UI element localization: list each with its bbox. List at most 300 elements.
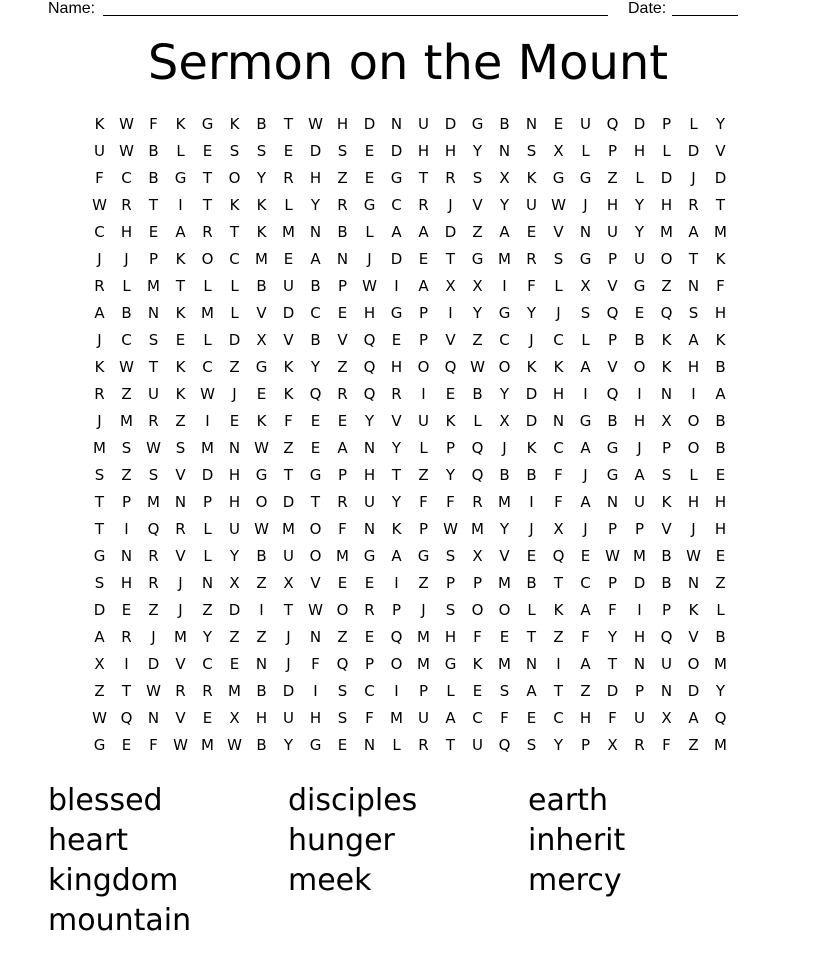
grid-cell: U: [283, 709, 294, 727]
grid-cell: S: [526, 142, 537, 160]
grid-cell: Q: [363, 385, 376, 403]
grid-cell: L: [176, 142, 185, 160]
grid-cell: T: [553, 574, 564, 592]
grid-cell: R: [202, 682, 213, 700]
grid-cell: K: [175, 115, 186, 133]
grid-cell: W: [254, 520, 269, 538]
grid-cell: Y: [283, 736, 294, 754]
grid-cell: V: [607, 277, 618, 295]
grid-cell: Y: [310, 358, 321, 376]
grid-cell: Y: [472, 142, 483, 160]
grid-cell: Z: [418, 466, 429, 484]
grid-cell: Q: [660, 628, 673, 646]
grid-cell: L: [446, 682, 455, 700]
grid-cell: K: [553, 601, 564, 619]
grid-cell: L: [581, 142, 590, 160]
grid-cell: A: [526, 682, 537, 700]
grid-cell: V: [688, 628, 699, 646]
grid-cell: C: [121, 331, 132, 349]
grid-cell: W: [200, 385, 215, 403]
grid-cell: I: [637, 385, 642, 403]
grid-cell: U: [418, 115, 429, 133]
grid-cell: X: [445, 277, 456, 295]
grid-cell: I: [448, 304, 453, 322]
grid-cell: W: [146, 682, 161, 700]
grid-cell: G: [93, 736, 106, 754]
grid-cell: X: [661, 412, 672, 430]
grid-cell: N: [687, 574, 700, 592]
grid-cell: B: [526, 574, 537, 592]
grid-cell: Z: [661, 277, 672, 295]
grid-cell: Q: [336, 655, 349, 673]
grid-cell: Y: [472, 304, 483, 322]
grid-cell: I: [394, 574, 399, 592]
grid-cell: A: [688, 709, 699, 727]
grid-cell: T: [283, 466, 294, 484]
grid-cell: U: [229, 520, 240, 538]
grid-cell: P: [202, 493, 213, 511]
grid-cell: I: [394, 682, 399, 700]
grid-cell: T: [94, 493, 105, 511]
grid-cell: H: [120, 223, 133, 241]
grid-cell: T: [229, 223, 240, 241]
grid-cell: L: [122, 277, 131, 295]
grid-cell: A: [634, 466, 645, 484]
grid-cell: D: [687, 682, 700, 700]
grid-cell: R: [148, 574, 159, 592]
grid-cell: V: [607, 358, 618, 376]
grid-cell: V: [337, 331, 348, 349]
grid-cell: M: [498, 574, 511, 592]
grid-cell: G: [633, 277, 646, 295]
grid-cell: M: [93, 439, 106, 457]
grid-cell: G: [93, 547, 106, 565]
grid-cell: P: [445, 439, 456, 457]
grid-cell: G: [579, 250, 592, 268]
grid-cell: L: [419, 439, 428, 457]
date-label: Date:: [628, 0, 667, 17]
grid-cell: D: [525, 412, 538, 430]
grid-cell: V: [391, 412, 402, 430]
grid-cell: F: [419, 493, 428, 511]
grid-cell: E: [202, 709, 213, 727]
grid-cell: E: [391, 331, 402, 349]
grid-cell: K: [94, 358, 105, 376]
grid-cell: S: [148, 466, 159, 484]
grid-cell: M: [714, 223, 727, 241]
grid-cell: Q: [714, 709, 727, 727]
grid-cell: S: [580, 304, 591, 322]
grid-cell: O: [336, 601, 349, 619]
grid-cell: Z: [94, 682, 105, 700]
grid-cell: X: [229, 574, 240, 592]
grid-cell: T: [148, 358, 159, 376]
grid-cell: K: [715, 331, 726, 349]
grid-cell: F: [446, 493, 455, 511]
grid-cell: G: [309, 466, 322, 484]
grid-cell: I: [259, 601, 264, 619]
grid-cell: S: [337, 709, 348, 727]
grid-cell: F: [662, 736, 671, 754]
grid-cell: N: [255, 655, 268, 673]
word-list-item: hunger: [288, 823, 395, 858]
grid-cell: K: [661, 331, 672, 349]
grid-cell: J: [232, 385, 237, 403]
grid-cell: J: [691, 169, 696, 187]
grid-cell: X: [472, 277, 483, 295]
grid-cell: D: [147, 655, 160, 673]
grid-cell: V: [553, 223, 564, 241]
grid-cell: H: [714, 520, 727, 538]
grid-cell: M: [417, 628, 430, 646]
grid-cell: F: [473, 628, 482, 646]
grid-cell: T: [688, 250, 699, 268]
grid-cell: G: [309, 736, 322, 754]
grid-cell: Z: [202, 601, 213, 619]
grid-cell: G: [417, 547, 430, 565]
grid-cell: I: [421, 385, 426, 403]
grid-cell: Y: [607, 628, 618, 646]
grid-cell: K: [175, 304, 186, 322]
grid-cell: D: [633, 115, 646, 133]
page-title: Sermon on the Mount: [147, 35, 669, 91]
grid-cell: Y: [310, 196, 321, 214]
grid-cell: G: [390, 304, 403, 322]
grid-cell: C: [499, 331, 510, 349]
grid-cell: P: [661, 439, 672, 457]
grid-cell: N: [363, 736, 376, 754]
grid-cell: J: [286, 628, 291, 646]
grid-cell: T: [418, 169, 429, 187]
grid-cell: G: [579, 412, 592, 430]
grid-cell: B: [256, 682, 267, 700]
grid-cell: R: [175, 520, 186, 538]
grid-cell: S: [499, 682, 510, 700]
grid-cell: D: [201, 466, 214, 484]
grid-cell: U: [364, 493, 375, 511]
grid-cell: D: [228, 601, 241, 619]
grid-cell: W: [119, 358, 134, 376]
grid-cell: M: [228, 682, 241, 700]
grid-cell: J: [556, 304, 561, 322]
grid-cell: Y: [445, 466, 456, 484]
grid-cell: E: [337, 736, 348, 754]
grid-cell: E: [310, 412, 321, 430]
grid-cell: Z: [688, 736, 699, 754]
grid-cell: H: [336, 115, 349, 133]
grid-cell: W: [92, 709, 107, 727]
grid-cell: S: [526, 736, 537, 754]
grid-cell: E: [148, 223, 159, 241]
grid-cell: M: [714, 736, 727, 754]
grid-cell: P: [148, 250, 159, 268]
grid-cell: U: [148, 385, 159, 403]
grid-cell: Q: [471, 466, 484, 484]
grid-cell: U: [634, 709, 645, 727]
grid-cell: B: [256, 115, 267, 133]
grid-cell: W: [119, 142, 134, 160]
grid-cell: M: [147, 277, 160, 295]
date-line: [672, 15, 738, 16]
word-list-item: earth: [528, 783, 608, 818]
grid-cell: K: [661, 493, 672, 511]
grid-cell: Y: [256, 169, 267, 187]
grid-cell: A: [580, 493, 591, 511]
grid-cell: R: [472, 493, 483, 511]
grid-cell: N: [120, 547, 133, 565]
grid-cell: H: [552, 385, 565, 403]
grid-cell: Z: [472, 331, 483, 349]
grid-cell: B: [661, 574, 672, 592]
grid-cell: T: [202, 169, 213, 187]
grid-cell: V: [310, 574, 321, 592]
grid-cell: C: [472, 709, 483, 727]
grid-cell: K: [445, 412, 456, 430]
grid-cell: H: [444, 628, 457, 646]
grid-cell: G: [174, 169, 187, 187]
name-label: Name:: [48, 0, 96, 17]
grid-cell: Y: [391, 493, 402, 511]
grid-cell: K: [256, 412, 267, 430]
grid-cell: H: [228, 493, 241, 511]
grid-cell: P: [391, 601, 402, 619]
grid-cell: P: [337, 466, 348, 484]
grid-cell: C: [202, 358, 213, 376]
grid-cell: L: [203, 331, 212, 349]
grid-cell: Z: [175, 412, 186, 430]
grid-cell: D: [309, 142, 322, 160]
grid-cell: J: [637, 439, 642, 457]
grid-cell: A: [688, 331, 699, 349]
grid-cell: I: [124, 655, 129, 673]
grid-cell: L: [473, 412, 482, 430]
grid-cell: Q: [390, 628, 403, 646]
grid-cell: A: [580, 439, 591, 457]
grid-cell: R: [418, 736, 429, 754]
grid-cell: N: [201, 574, 214, 592]
grid-cell: Z: [229, 628, 240, 646]
grid-cell: N: [660, 385, 673, 403]
grid-cell: O: [471, 601, 484, 619]
grid-cell: M: [147, 493, 160, 511]
grid-cell: V: [661, 520, 672, 538]
grid-cell: J: [583, 466, 588, 484]
grid-cell: Z: [337, 169, 348, 187]
grid-cell: T: [445, 250, 456, 268]
grid-cell: L: [230, 304, 239, 322]
grid-cell: M: [471, 520, 484, 538]
grid-cell: D: [687, 142, 700, 160]
grid-cell: K: [715, 250, 726, 268]
grid-cell: E: [229, 412, 240, 430]
grid-cell: E: [337, 574, 348, 592]
grid-cell: C: [229, 250, 240, 268]
grid-cell: E: [526, 223, 537, 241]
grid-cell: M: [390, 709, 403, 727]
grid-cell: R: [391, 385, 402, 403]
grid-cell: F: [554, 493, 563, 511]
grid-cell: B: [256, 277, 267, 295]
grid-cell: Y: [229, 547, 240, 565]
grid-cell: O: [660, 250, 673, 268]
grid-cell: I: [502, 277, 507, 295]
grid-cell: S: [175, 439, 186, 457]
grid-cell: R: [526, 250, 537, 268]
grid-cell: D: [660, 169, 673, 187]
grid-cell: D: [282, 304, 295, 322]
grid-cell: K: [229, 115, 240, 133]
grid-cell: W: [686, 547, 701, 565]
grid-cell: J: [691, 520, 696, 538]
grid-cell: N: [552, 412, 565, 430]
grid-cell: Q: [363, 331, 376, 349]
grid-cell: A: [499, 223, 510, 241]
grid-cell: S: [148, 331, 159, 349]
name-line: [103, 15, 608, 16]
letter-grid: [86, 115, 734, 763]
grid-cell: F: [554, 466, 563, 484]
grid-cell: Z: [283, 439, 294, 457]
grid-cell: G: [363, 196, 376, 214]
grid-cell: C: [553, 439, 564, 457]
grid-cell: X: [472, 547, 483, 565]
grid-cell: H: [579, 709, 592, 727]
grid-cell: H: [633, 628, 646, 646]
grid-cell: H: [255, 709, 268, 727]
grid-cell: P: [418, 331, 429, 349]
grid-cell: H: [390, 358, 403, 376]
grid-cell: I: [556, 655, 561, 673]
grid-cell: V: [715, 142, 726, 160]
grid-cell: B: [715, 439, 726, 457]
grid-cell: E: [121, 736, 132, 754]
grid-cell: K: [175, 250, 186, 268]
grid-cell: E: [283, 142, 294, 160]
grid-cell: G: [363, 547, 376, 565]
grid-cell: B: [715, 628, 726, 646]
grid-cell: Z: [337, 628, 348, 646]
grid-cell: D: [390, 142, 403, 160]
grid-cell: R: [148, 547, 159, 565]
grid-cell: U: [283, 547, 294, 565]
grid-cell: L: [581, 331, 590, 349]
grid-cell: E: [526, 709, 537, 727]
grid-cell: A: [310, 250, 321, 268]
grid-cell: D: [606, 682, 619, 700]
grid-cell: C: [391, 196, 402, 214]
grid-cell: P: [472, 574, 483, 592]
grid-cell: R: [121, 628, 132, 646]
grid-cell: Q: [471, 439, 484, 457]
grid-cell: A: [580, 655, 591, 673]
grid-cell: E: [310, 439, 321, 457]
grid-cell: E: [472, 682, 483, 700]
grid-cell: O: [309, 547, 322, 565]
grid-cell: B: [310, 277, 321, 295]
grid-cell: J: [583, 520, 588, 538]
grid-cell: Y: [364, 412, 375, 430]
grid-cell: X: [499, 412, 510, 430]
grid-cell: B: [256, 547, 267, 565]
grid-cell: I: [691, 385, 696, 403]
grid-cell: S: [337, 142, 348, 160]
grid-cell: R: [175, 682, 186, 700]
grid-cell: E: [445, 385, 456, 403]
grid-cell: P: [418, 520, 429, 538]
grid-cell: N: [363, 439, 376, 457]
grid-cell: B: [148, 142, 159, 160]
grid-cell: V: [445, 331, 456, 349]
grid-cell: L: [365, 223, 374, 241]
grid-cell: D: [444, 223, 457, 241]
grid-cell: D: [282, 682, 295, 700]
grid-cell: Q: [363, 358, 376, 376]
grid-cell: F: [365, 709, 374, 727]
grid-cell: N: [606, 493, 619, 511]
grid-cell: H: [714, 304, 727, 322]
grid-cell: W: [308, 115, 323, 133]
grid-cell: L: [716, 601, 725, 619]
grid-cell: V: [256, 304, 267, 322]
grid-cell: K: [526, 439, 537, 457]
grid-cell: S: [337, 682, 348, 700]
grid-cell: J: [367, 250, 372, 268]
grid-cell: R: [445, 169, 456, 187]
grid-cell: F: [149, 736, 158, 754]
grid-cell: Q: [498, 736, 511, 754]
grid-cell: H: [363, 304, 376, 322]
grid-cell: R: [364, 601, 375, 619]
grid-cell: S: [445, 547, 456, 565]
grid-cell: D: [525, 385, 538, 403]
grid-cell: Z: [148, 601, 159, 619]
word-list-item: kingdom: [48, 863, 179, 898]
grid-cell: P: [337, 277, 348, 295]
grid-cell: M: [201, 439, 214, 457]
grid-cell: R: [283, 169, 294, 187]
grid-cell: L: [689, 466, 698, 484]
word-list-item: disciples: [288, 783, 418, 818]
grid-cell: K: [553, 358, 564, 376]
grid-cell: Q: [606, 385, 619, 403]
grid-cell: H: [606, 196, 619, 214]
grid-cell: E: [364, 628, 375, 646]
grid-cell: U: [580, 115, 591, 133]
grid-cell: M: [174, 628, 187, 646]
grid-cell: J: [97, 412, 102, 430]
grid-cell: N: [633, 655, 646, 673]
grid-cell: Q: [660, 304, 673, 322]
grid-cell: M: [498, 655, 511, 673]
grid-cell: N: [309, 628, 322, 646]
grid-cell: K: [526, 169, 537, 187]
grid-cell: M: [714, 655, 727, 673]
grid-cell: B: [121, 304, 132, 322]
grid-cell: A: [418, 277, 429, 295]
grid-cell: H: [687, 493, 700, 511]
grid-cell: L: [284, 196, 293, 214]
grid-cell: P: [121, 493, 132, 511]
grid-cell: X: [607, 736, 618, 754]
grid-cell: N: [363, 520, 376, 538]
word-list-item: mercy: [528, 863, 622, 898]
grid-cell: B: [634, 331, 645, 349]
grid-cell: O: [228, 169, 241, 187]
grid-cell: R: [337, 196, 348, 214]
grid-cell: K: [175, 385, 186, 403]
grid-cell: Y: [634, 196, 645, 214]
grid-cell: B: [499, 466, 510, 484]
